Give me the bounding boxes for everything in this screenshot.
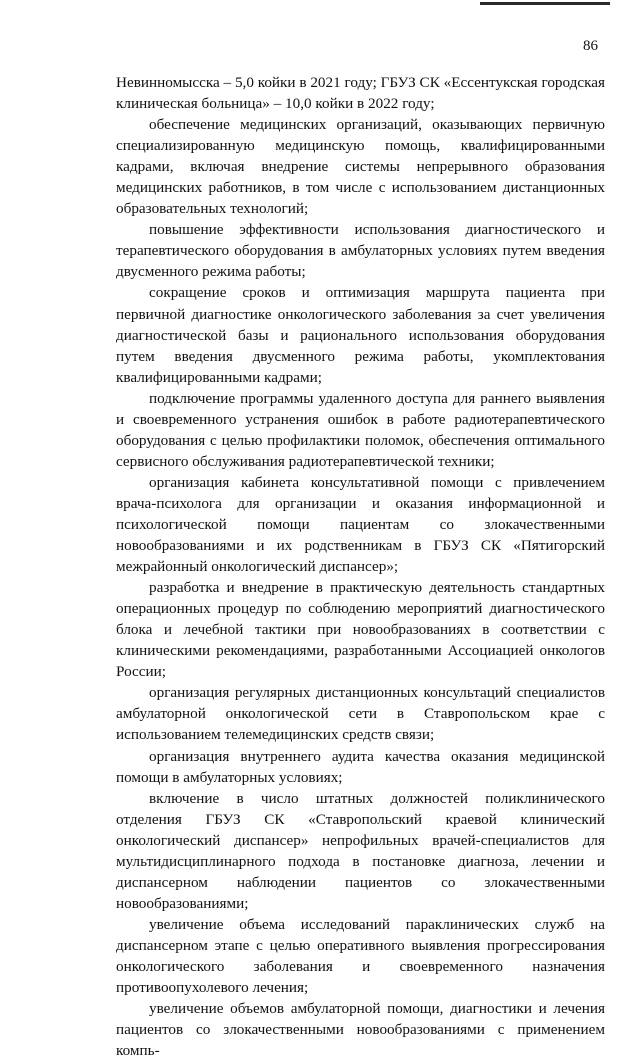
paragraph: увеличение объема исследований параклинических служб на диспансерном этапе с целью оперативного выявления прогрессирования онкологического заболевания и своевременного назначения противоопухолевого лечения; — [116, 915, 605, 997]
paragraph: повышение эффективности использования диагностического и терапевтического оборудования в амбулаторных условиях путем введения двусменного режима работы; — [116, 221, 605, 281]
paragraph: разработка и внедрение в практическую деятельность стандартных операционных процедур по соблюдению мероприятий диагностического блока и лечебной тактики при новообразованиях в соответствии с клиническими рекомендациями, разработанными Ассоциацией онкологов России; — [116, 579, 605, 681]
paragraph: организация регулярных дистанционных консультаций специалистов амбулаторной онкологической сети в Ставропольском крае с использованием телемедицинских средств связи; — [116, 684, 605, 744]
paragraph: включение в число штатных должностей поликлинического отделения ГБУЗ СК «Ставропольский краевой клинический онкологический диспансер» непрофильных врачей-специалистов для мультидисциплинарного подхода в постановке диагноза, лечении и диспансерном наблюдении пациентов со злокачественными новообразованиями; — [116, 789, 605, 912]
paragraph: Невинномысска – 5,0 койки в 2021 году; ГБУЗ СК «Ессентукская городская клиническая больница» – 10,0 койки в 2022 году; — [116, 74, 606, 113]
paragraph: подключение программы удаленного доступа для раннего выявления и своевременного устранения ошибок в работе радиотерапевтического оборудования с целью профилактики поломок, обеспечения оптимального сервисного обслуживания радиотерапевтической техники; — [116, 389, 605, 470]
paragraph: обеспечение медицинских организаций, оказывающих первичную специализированную медицинскую помощь, квалифицированными кадрами, включая внедрение системы непрерывного образования медицинских работников, в том числе с использованием дистанционных образовательных технологий; — [116, 116, 605, 218]
paragraph: сокращение сроков и оптимизация маршрута пациента при первичной диагностике онкологического заболевания за счет увеличения диагностической базы и рационального использования оборудования путем введения двусменного режима работы, укомплектования квалифицированными кадрами; — [116, 284, 605, 386]
paragraph: организация внутреннего аудита качества оказания медицинской помощи в амбулаторных условиях; — [116, 747, 605, 786]
document-body — [116, 72, 605, 1061]
scan-edge-mark — [480, 2, 610, 5]
paragraph: организация кабинета консультативной помощи с привлечением врача-психолога для организации и оказания информационной и психологической помощи пациентам со злокачественными новообразованиями и их родственникам в ГБУЗ СК «Пятигорский межрайонный онкологический диспансер»; — [116, 473, 605, 576]
paragraph: увеличение объемов амбулаторной помощи, диагностики и лечения пациентов со злокачественными новообразованиями с применением компь- — [116, 1000, 605, 1060]
page-number: 86 — [583, 38, 598, 54]
